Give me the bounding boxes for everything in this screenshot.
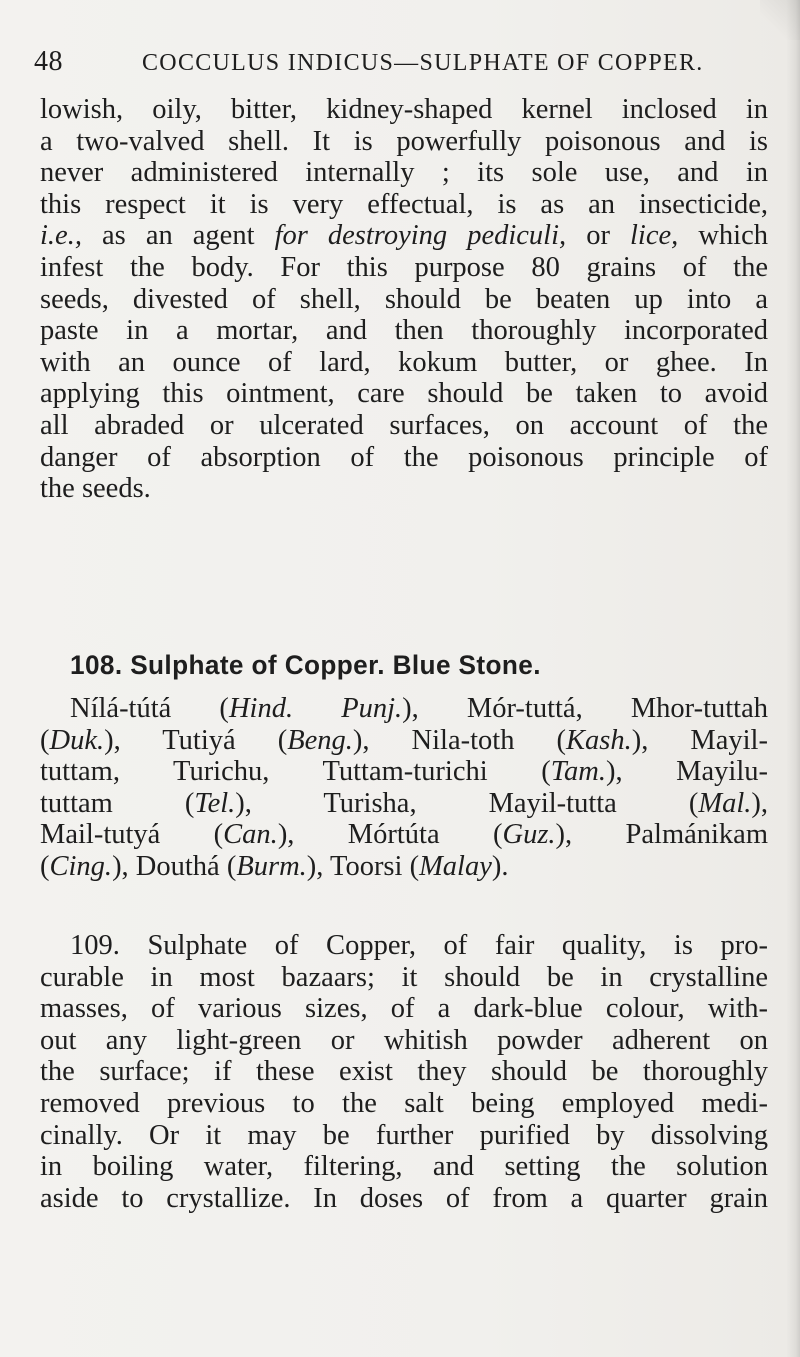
text-line: all abraded or ulcerated surfaces, on account of the — [40, 409, 768, 441]
text-line: paste in a mortar, and then thoroughly incorporated — [40, 315, 768, 347]
text-line: infest the body. For this purpose 80 grains of the — [40, 251, 768, 283]
italic-text: Tel. — [194, 787, 236, 819]
italic-text: i.e., — [40, 220, 82, 252]
text-line — [40, 725, 768, 757]
text-run: ), — [751, 787, 768, 819]
page-edge-shadow — [786, 0, 800, 1357]
text-line: cinally. Or it may be further purified by dissolving — [40, 1119, 768, 1151]
text-run: or — [566, 220, 631, 252]
text-line — [40, 756, 768, 788]
text-line: in boiling water, filtering, and setting the solution — [40, 1151, 768, 1183]
italic-text: Cing. — [49, 850, 113, 882]
text-run: ( — [40, 850, 50, 882]
italic-text: Tam. — [550, 756, 606, 788]
italic-text: Burm. — [236, 850, 307, 882]
text-run: Nílá-tútá ( — [70, 693, 229, 724]
italic-text: Beng. — [287, 724, 353, 756]
text-line: this respect it is very effectual, is as an insecticide, — [40, 188, 768, 220]
text-line: a two-valved shell. It is powerfully poisonous and is — [40, 125, 768, 157]
text-line — [40, 693, 768, 725]
text-line: aside to crystallize. In doses of from a quarter grain — [40, 1182, 768, 1214]
text-line: seeds, divested of shell, should be beaten up into a — [40, 283, 768, 315]
text-line: curable in most bazaars; it should be in crystalline — [40, 961, 768, 993]
text-run: tuttam, Turichu, Tuttam-turichi ( — [40, 756, 551, 788]
italic-text: Kash. — [566, 724, 632, 756]
text-run: which — [678, 220, 768, 252]
text-line: lowish, oily, bitter, kidney-shaped kernel inclosed in — [40, 94, 768, 125]
text-run: ), Turisha, Mayil-tutta ( — [235, 787, 699, 819]
text-run: ), Mórtúta ( — [277, 819, 503, 851]
text-line: masses, of various sizes, of a dark-blue colour, with- — [40, 993, 768, 1025]
text-run: ), Mayil- — [631, 724, 768, 756]
text-line: never administered internally ; its sole use, and in — [40, 157, 768, 189]
page-number: 48 — [34, 46, 63, 77]
text-run: ), Mór-tuttá, Mhor-tuttah — [402, 693, 768, 724]
italic-text: Hind. Punj. — [228, 693, 403, 724]
text-line: applying this ointment, care should be taken to avoid — [40, 378, 768, 410]
text-line: the seeds. — [40, 473, 151, 505]
italic-text: Mal. — [698, 787, 752, 819]
paragraph-sulphate-description — [40, 930, 768, 1214]
running-header — [34, 38, 774, 78]
section-heading: 108. Sulphate of Copper. Blue Stone. — [70, 650, 541, 680]
text-run: ( — [40, 724, 50, 756]
text-run: ), Nila-toth ( — [352, 724, 566, 756]
italic-text: Malay — [419, 850, 492, 882]
text-run: Mail-tutyá ( — [40, 819, 224, 851]
text-line: the surface; if these exist they should be thoroughly — [40, 1056, 768, 1088]
italic-text: Duk. — [49, 724, 105, 756]
text-run: tuttam ( — [40, 787, 195, 819]
text-run: ), Mayilu- — [605, 756, 769, 788]
text-line: danger of absorption of the poisonous principle of — [40, 441, 768, 473]
text-line — [40, 220, 768, 252]
text-run: as an agent — [81, 220, 275, 252]
italic-text: Guz. — [502, 819, 556, 851]
text-run: ), Tutiyá ( — [104, 724, 288, 756]
text-run: ), Palmánikam — [555, 819, 769, 851]
italic-text: for destroying pediculi, — [274, 220, 567, 252]
text-line: with an ounce of lard, kokum butter, or ghee. In — [40, 346, 768, 378]
text-line — [40, 788, 768, 820]
paragraph-vernacular-names — [40, 693, 768, 883]
text-line — [40, 851, 768, 883]
paragraph-cocculus-continuation — [40, 94, 768, 505]
text-line: 109. Sulphate of Copper, of fair quality, is pro- — [70, 930, 768, 961]
text-line — [40, 819, 768, 851]
text-run: ), Douthá ( — [112, 850, 237, 882]
text-line: out any light-green or whitish powder adherent on — [40, 1024, 768, 1056]
text-line: removed previous to the salt being employed medi- — [40, 1087, 768, 1119]
italic-text: Can. — [223, 819, 278, 851]
running-title: COCCULUS INDICUS—SULPHATE OF COPPER. — [142, 50, 704, 76]
text-run: ). — [491, 850, 509, 882]
text-run: ), Toorsi ( — [306, 850, 420, 882]
italic-text: lice, — [630, 220, 679, 252]
